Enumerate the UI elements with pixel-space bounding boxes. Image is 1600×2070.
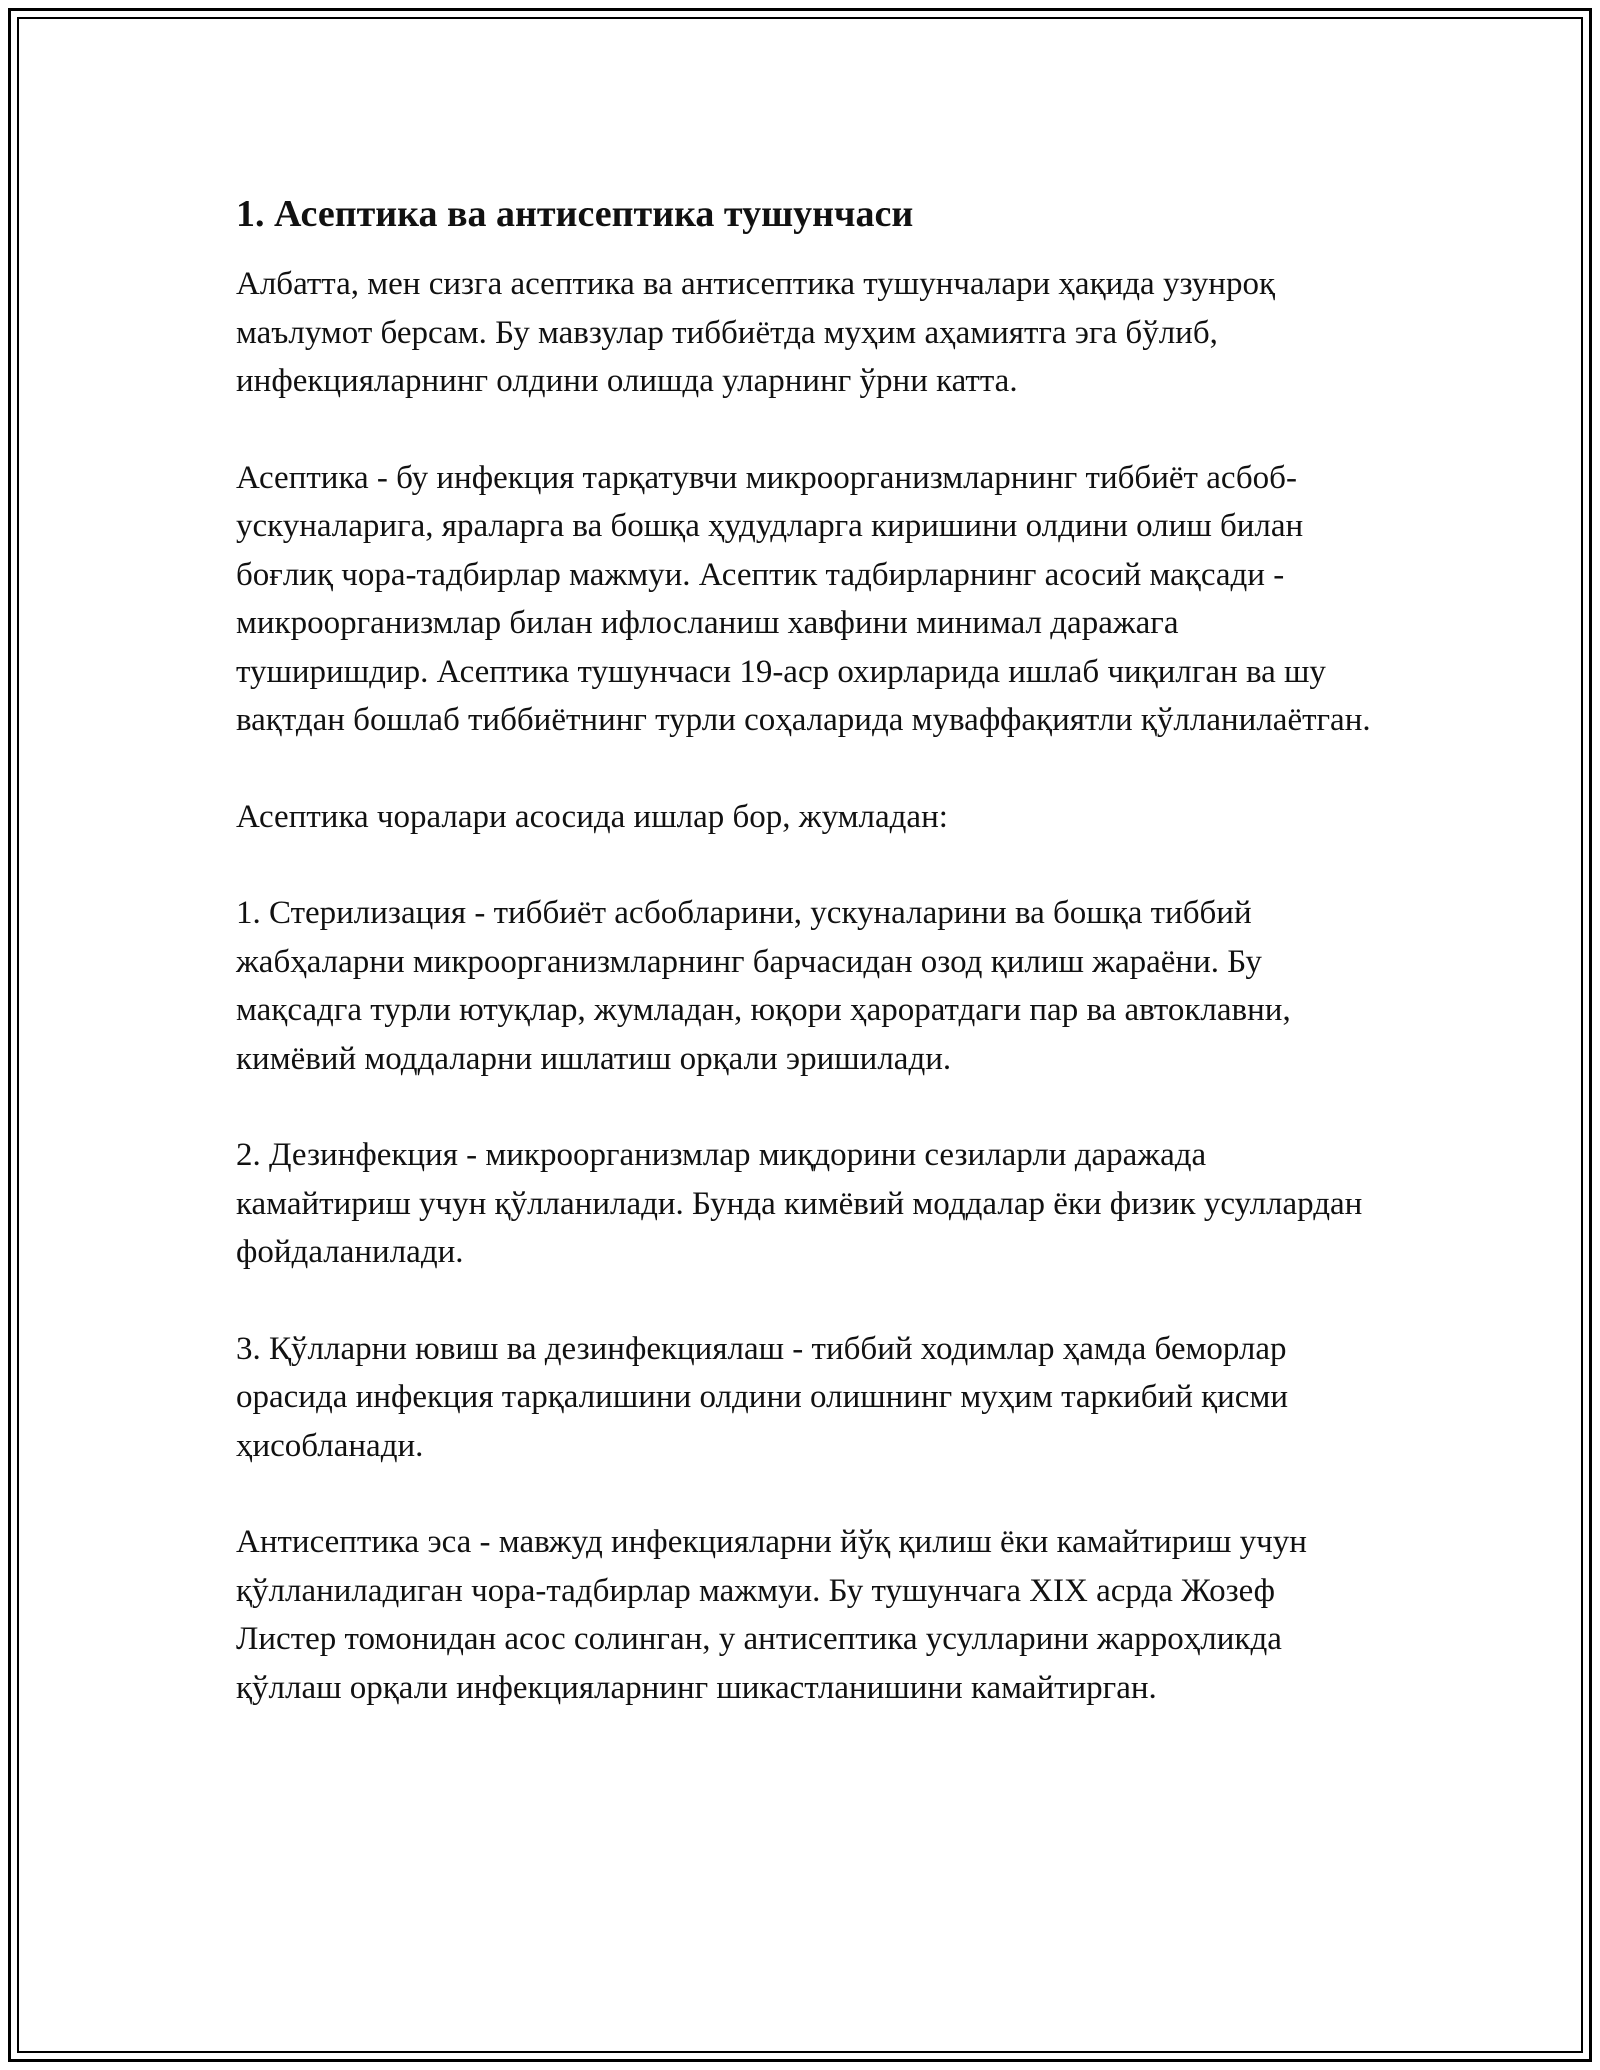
document-body: [236, 186, 1376, 1760]
sterilization-item: 1. Стерилизация - тиббиёт асбобларини, ускуналарини ва бошқа тиббий жабҳаларни микроорганизмларнинг барчасидан озод қилиш жараёни. Бу мақсадга турли ютуқлар, жумладан, юқори ҳароратдаги пар ва автоклавни, кимёвий моддаларни ишлатиш орқали эришилади.: [236, 895, 1291, 1077]
intro-paragraph: Албатта, мен сизга асептика ва антисептика тушунчалари ҳақида узунроқ маълумот берсам. Бу мавзулар тиббиётда муҳим аҳамиятга эга бўлиб, инфекцияларнинг олдини олишда уларнинг ўрни катта.: [236, 266, 1275, 399]
document-heading: 1. Асептика ва антисептика тушунчаси: [236, 193, 914, 235]
antisepsis-paragraph: Антисептика эса - мавжуд инфекцияларни йўқ қилиш ёки камайтириш учун қўлланиладиган чора-тадбирлар мажмуи. Бу тушунчага XIX асрда Жозеф Листер томонидан асос солинган, у антисептика усулларини жарроҳликда қўллаш орқали инфекцияларнинг шикастланишини камайтирган.: [236, 1524, 1307, 1706]
asepsis-measures-intro: Асептика чоралари асосида ишлар бор, жумладан:: [236, 798, 948, 835]
hand-washing-item: 3. Қўлларни ювиш ва дезинфекциялаш - тиббий ходимлар ҳамда беморлар орасида инфекция тарқалишини олдини олишнинг муҳим таркибий қисми ҳисобланади.: [236, 1330, 1288, 1464]
disinfection-item: 2. Дезинфекция - микроорганизмлар миқдорини сезиларли даражада камайтириш учун қўлланилади. Бунда кимёвий моддалар ёки физик усуллардан фойдаланилади.: [236, 1137, 1363, 1270]
asepsis-definition-paragraph: Асептика - бу инфекция тарқатувчи микроорганизмларнинг тиббиёт асбоб-ускуналарига, яраларга ва бошқа ҳудудларга киришини олдини олиш билан боғлиқ чора-тадбирлар мажмуи. Асептик тадбирларнинг асосий мақсади - микроорганизмлар билан ифлосланиш хавфини минимал даражага туширишдир. Асептика тушунчаси 19-аср охирларида ишлаб чиқилган ва шу вақтдан бошлаб тиббиётнинг турли соҳаларида муваффақиятли қўлланилаётган.: [236, 459, 1371, 738]
